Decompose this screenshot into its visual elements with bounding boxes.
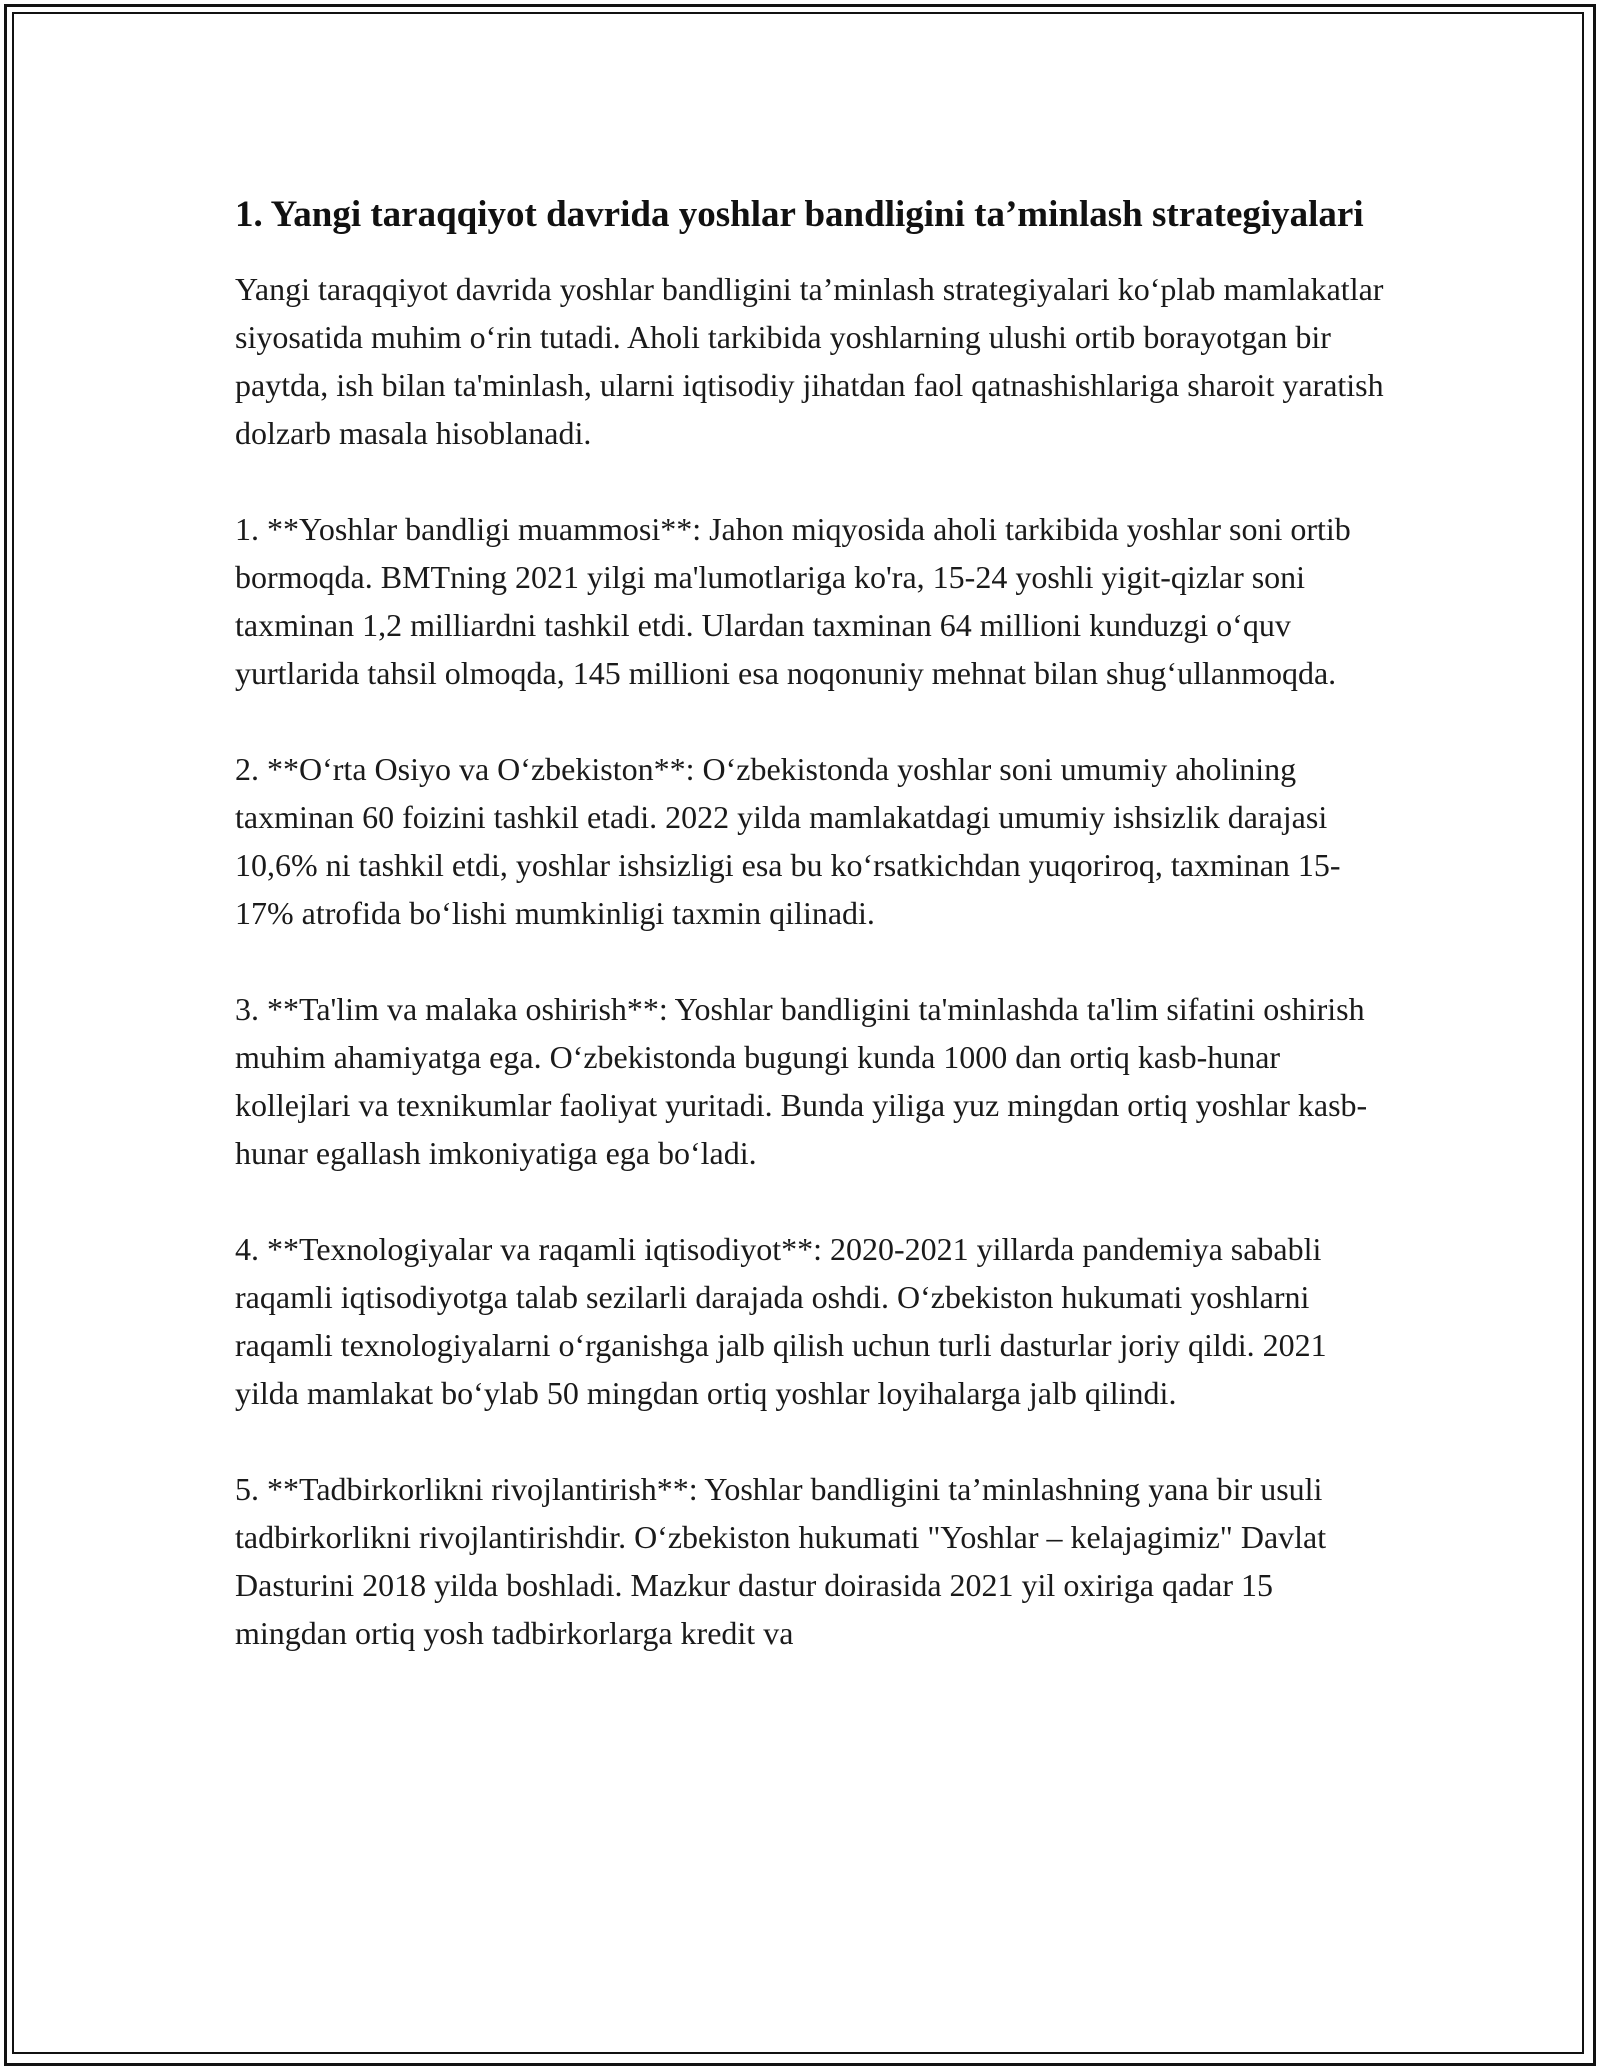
- section-heading: 1. Yangi taraqqiyot davrida yoshlar bandligini ta’minlash strategiyalari: [235, 194, 1364, 235]
- list-item-youth-employment-problem: 1. **Yoshlar bandligi muammosi**: Jahon miqyosida aholi tarkibida yoshlar soni ortib bormoqda. BMTning 2021 yilgi ma'lumotlariga ko'ra, 15-24 yoshli yigit-qizlar soni taxminan 1,2 milliardni tashkil etdi. Ulardan taxminan 64 millioni kunduzgi o‘quv yurtlarida tahsil olmoqda, 145 millioni esa noqonuniy mehnat bilan shug‘ullanmoqda.: [235, 511, 1351, 691]
- intro-paragraph: Yangi taraqqiyot davrida yoshlar bandligini ta’minlash strategiyalari ko‘plab mamlakatlar siyosatida muhim o‘rin tutadi. Aholi tarkibida yoshlarning ulushi ortib borayotgan bir paytda, ish bilan ta'minlash, ularni iqtisodiy jihatdan faol qatnashishlariga sharoit yaratish dolzarb masala hisoblanadi.: [235, 271, 1384, 451]
- document-body: [235, 190, 1385, 1705]
- list-item-education-training: 3. **Ta'lim va malaka oshirish**: Yoshlar bandligini ta'minlashda ta'lim sifatini oshirish muhim ahamiyatga ega. O‘zbekistonda bugungi kunda 1000 dan ortiq kasb-hunar kollejlari va texnikumlar faoliyat yuritadi. Bunda yiliga yuz mingdan ortiq yoshlar kasb-hunar egallash imkoniyatiga ega bo‘ladi.: [235, 991, 1368, 1171]
- list-item-digital-economy: 4. **Texnologiyalar va raqamli iqtisodiyot**: 2020-2021 yillarda pandemiya sababli raqamli iqtisodiyotga talab sezilarli darajada oshdi. O‘zbekiston hukumati yoshlarni raqamli texnologiyalarni o‘rganishga jalb qilish uchun turli dasturlar joriy qildi. 2021 yilda mamlakat bo‘ylab 50 mingdan ortiq yoshlar loyihalarga jalb qilindi.: [235, 1231, 1327, 1411]
- list-item-entrepreneurship: 5. **Tadbirkorlikni rivojlantirish**: Yoshlar bandligini ta’minlashning yana bir usuli tadbirkorlikni rivojlantirishdir. O‘zbekiston hukumati "Yoshlar – kelajagimiz" Davlat Dasturini 2018 yilda boshladi. Mazkur dastur doirasida 2021 yil oxiriga qadar 15 mingdan ortiq yosh tadbirkorlarga kredit va: [235, 1471, 1327, 1651]
- list-item-central-asia-uzbekistan: 2. **O‘rta Osiyo va O‘zbekiston**: O‘zbekistonda yoshlar soni umumiy aholining taxminan 60 foizini tashkil etadi. 2022 yilda mamlakatdagi umumiy ishsizlik darajasi 10,6% ni tashkil etdi, yoshlar ishsizligi esa bu ko‘rsatkichdan yuqoriroq, taxminan 15-17% atrofida bo‘lishi mumkinligi taxmin qilinadi.: [235, 751, 1341, 931]
